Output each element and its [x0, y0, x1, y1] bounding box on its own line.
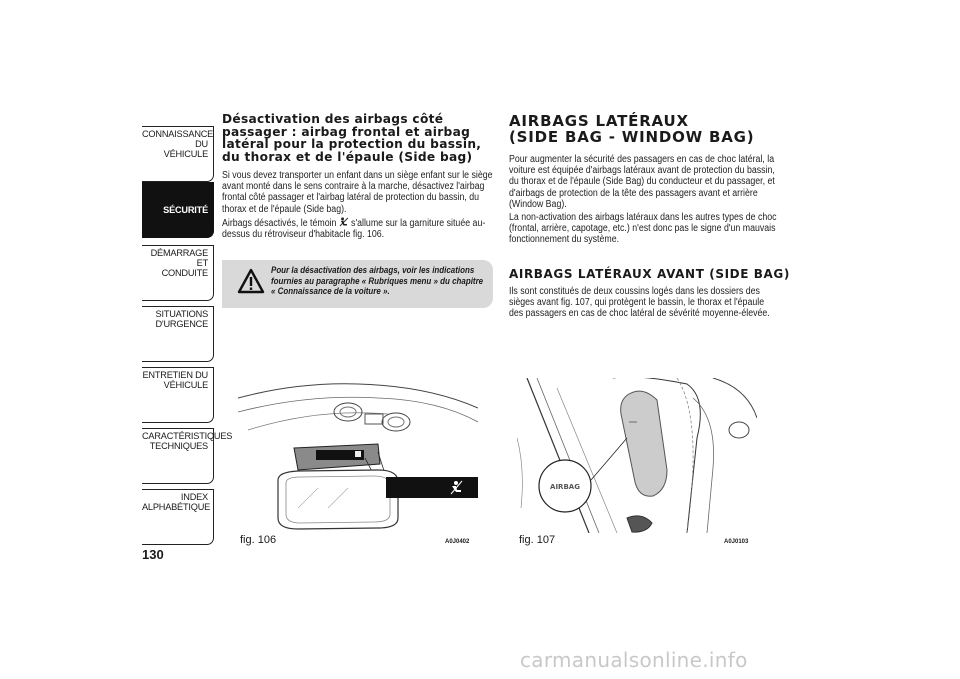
tab-demarrage-et-conduite[interactable]: [142, 245, 214, 301]
tab-label: DÉMARRAGE ET CONDUITE: [150, 248, 208, 278]
tab-label: ENTRETIEN DU VÉHICULE: [142, 370, 208, 390]
figure-106-caption: fig. 106: [240, 534, 277, 546]
paragraph: Ils sont constitués de deux coussins logés dans les dossiers des sièges avant fig. 107, qui protègent le bassin, le thorax et l'épaule des passagers en cas de choc latéral de sévérité moyenne-élevée.: [509, 286, 770, 320]
airbag-label: AIRBAG: [550, 483, 580, 491]
left-body: [222, 170, 493, 242]
tab-label: INDEX ALPHABÉTIQUE: [142, 492, 211, 512]
subheading-side-bag: AIRBAGS LATÉRAUX AVANT (SIDE BAG): [509, 267, 790, 281]
tab-label: CARACTÉRISTIQUES TECHNIQUES: [142, 431, 233, 451]
figure-107-code: A0J0103: [724, 539, 749, 545]
watermark: carmanualsonline.info: [520, 648, 748, 672]
paragraph: Pour augmenter la sécurité des passagers en cas de choc latéral, la voiture est équipée d'airbags latéraux avant de protection du bassin, du thorax et de l'épaule (Side Bag) du conducteur et du passager, et d'airbags de protection de la tête des passagers avant et arrière (Window Bag).: [509, 154, 775, 210]
right-body: [509, 154, 780, 248]
tab-label: CONNAISSANCE DU VÉHICULE: [142, 129, 214, 159]
tab-label: SÉCURITÉ: [163, 205, 208, 215]
section-heading-airbags-lateraux: [509, 113, 789, 145]
tab-entretien-du-vehicule[interactable]: [142, 367, 214, 423]
warning-triangle-icon: [237, 268, 265, 294]
page-number: 130: [142, 547, 164, 562]
paragraph: La non-activation des airbags latéraux dans les autres types de choc (frontal, arrière, capotage, etc.) n'est donc pas le signe d'un mauvais fonctionnement du système.: [509, 212, 777, 246]
figure-106: [238, 378, 478, 546]
note-box: [222, 260, 493, 308]
section-heading-deactivation: Désactivation des airbags côté passager : airbag frontal et airbag latéral pour la protection du bassin, du thorax et de l'épaule (Side bag): [222, 112, 482, 164]
figure-107: [517, 378, 757, 546]
paragraph: [222, 217, 493, 240]
tab-situations-d-urgence[interactable]: [142, 306, 214, 362]
airbag-off-indicator-icon: [339, 217, 349, 227]
heading-line: (SIDE BAG - WINDOW BAG): [509, 128, 755, 146]
tab-connaissance-du-vehicule[interactable]: [142, 126, 214, 182]
text-run: s'allume sur la garniture située au-dessus du rétroviseur d'habitacle fig. 106.: [222, 217, 486, 241]
paragraph: Si vous devez transporter un enfant dans un siège enfant sur le siège avant monté dans le sens contraire à la marche, désactivez l'airbag frontal côté passager et l'airbag latéral de protection du bassin, du thorax et de l'épaule (Side bag).: [222, 170, 493, 215]
text-run: Airbags désactivés, le témoin: [222, 217, 337, 229]
tab-caracteristiques-techniques[interactable]: [142, 428, 233, 484]
figure-106-illustration: [238, 378, 478, 533]
figure-107-illustration: [517, 378, 757, 533]
right-body-2: [509, 286, 780, 322]
tab-label: SITUATIONS D'URGENCE: [155, 309, 208, 329]
figure-106-code: A0J0402: [445, 539, 470, 545]
heading-line: AIRBAGS LATÉRAUX: [509, 112, 689, 130]
figure-107-caption: fig. 107: [519, 534, 556, 546]
tab-securite[interactable]: [142, 182, 214, 238]
tab-index-alphabetique[interactable]: [142, 489, 214, 545]
note-text: Pour la désactivation des airbags, voir les indications fournies au paragraphe « Rubriques menu » du chapitre « Connaissance de la voiture ».: [271, 264, 484, 297]
